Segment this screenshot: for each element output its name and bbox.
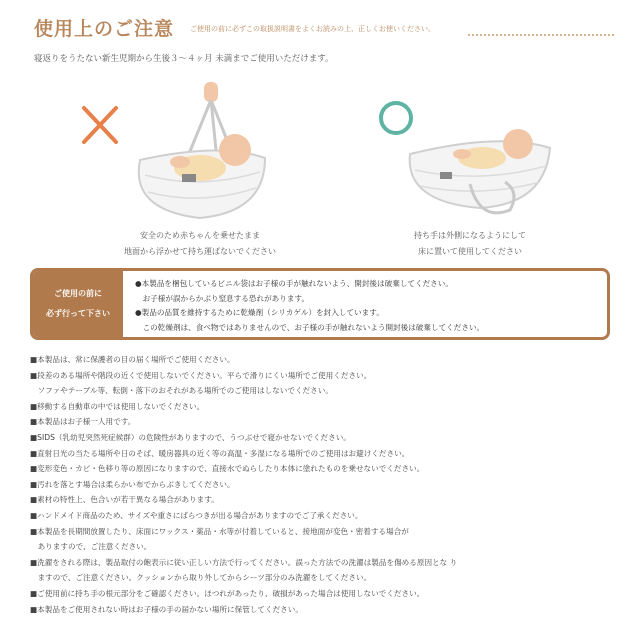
- lifted-basket-icon: [70, 80, 290, 230]
- notice-item: ■本製品をご使用されない時はお子様の手の届かない場所に保管してください。: [30, 604, 303, 614]
- wrong-caption-line1: 安全のため赤ちゃんを乗せたまま: [140, 231, 260, 240]
- warning-line: ●製品の品質を維持するために乾燥剤（シリカゲル）を封入しています。: [135, 308, 384, 317]
- notice-item: ■ハンドメイド商品のため、サイズや重さにばらつきが出る場合がありますのでご了承ください。: [30, 510, 363, 520]
- notice-item: ■洗濯をされる際は、製品取付の飽表示に従い正しい方法で行ってください。誤った方法での洗濯は製品を傷める原因とな り: [30, 557, 458, 567]
- basket-on-floor-icon: [370, 92, 590, 222]
- wrong-usage-caption: [110, 228, 290, 260]
- warning-label-line1: ご使用の前に: [54, 289, 102, 298]
- warning-line: お子様が誤からかぶり窒息する恐れがあります。: [135, 293, 310, 303]
- notice-item: ■素材の特性上、色合いが若干異なる場合があります。: [30, 495, 219, 505]
- notice-item: ■移動する自動車の中では使用しないでください。: [30, 401, 205, 411]
- notice-list: [30, 352, 622, 617]
- notice-item: ■段差のある場所や階段の近くで使用しないでください。平らで滑りにくい場所でご使用ください。: [30, 370, 372, 380]
- notice-item: ■汚れを落とす場合は柔らかい布でからぶきしてください。: [30, 479, 235, 489]
- notice-item: ■直射日光の当たる場所や日のそば、暖房器具の近く等の高温・多湿になる場所でのご使用はお避けください。: [30, 448, 410, 458]
- warning-line: ●本製品を梱包しているビニル袋はお子様の手が触れないよう、開封後は破棄してください。: [135, 279, 453, 288]
- notice-item: ■本製品はお子様一人用です。: [30, 417, 136, 427]
- right-usage-illustration: [370, 92, 590, 222]
- warning-label-line2: 必ず行って下さい: [46, 309, 110, 318]
- notice-item: ■本製品を長期間放置したり、床面にワックス・薬品・水等が付着していると、接地面が変色・密着する場合が: [30, 526, 409, 536]
- title-note: ご使用の前に必ずこの取扱説明書をよくお読みの上、正しくお使いください。: [190, 25, 435, 33]
- circle-mark-icon: [381, 103, 411, 133]
- warning-lines: [135, 277, 484, 335]
- warning-label: [33, 271, 123, 337]
- notice-item: ■SIDS（乳幼児突然死症候群）の危険性がありますので、うつぶせで寝かせないでください。: [30, 432, 351, 442]
- notice-item: ■ご使用前に持ち手の根元部分をご確認ください。ほつれがあったり、破損があった場合は使用しないでください。: [30, 588, 425, 598]
- cross-mark-icon: [84, 108, 116, 142]
- wrong-caption-line2: 地面から浮かせて持ち運ばないでください: [124, 247, 276, 256]
- page-title: 使用上のご注意: [34, 18, 175, 40]
- notice-item: ありますので、ご注意ください。: [30, 542, 152, 552]
- right-caption-line2: 床に置いて使用してください: [418, 247, 522, 256]
- wrong-usage-illustration: [70, 80, 290, 230]
- subtitle: 寝返りをうたない新生児期から生後３〜４ヶ月 未満までご使用いただけます。: [34, 54, 334, 64]
- warning-line: この乾燥剤は、食べ物ではありませんので、お子様の手が触れないよう開封後は破棄してください。: [135, 322, 485, 332]
- notice-item: ■変形変色・カビ・色移り等の原因になりますので、直接水でぬらしたり本体に塗れたものを乗せないでください。: [30, 464, 425, 474]
- notice-item: ソファやテーブル等、転倒・落下のおそれがある場所でのご使用はしないでください。: [30, 386, 333, 396]
- title-divider: [468, 34, 614, 36]
- notice-item: ますので、ご注意ください。クッションから取り外してからシーツ部分のみ洗濯をしてください。: [30, 573, 372, 583]
- right-caption-line1: 持ち手は外側になるようにして: [414, 231, 526, 240]
- notice-item: ■本製品は、常に保護者の目の届く場所でご使用ください。: [30, 355, 235, 364]
- pre-use-warning-box: [30, 268, 610, 340]
- right-usage-caption: [380, 228, 560, 260]
